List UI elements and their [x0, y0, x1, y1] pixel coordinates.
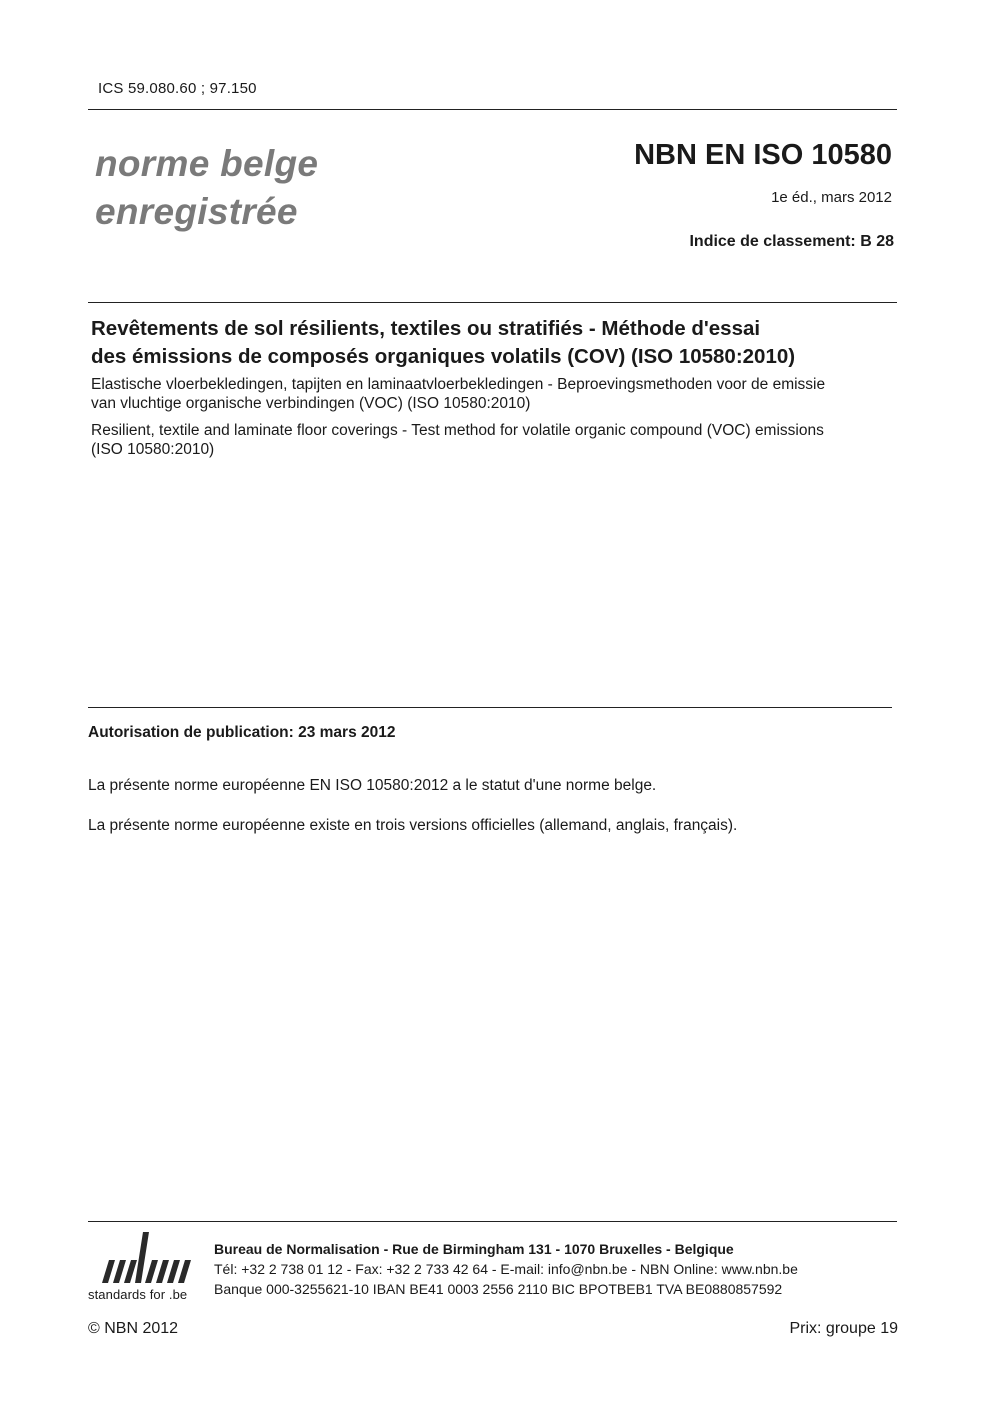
- title-french: [91, 315, 901, 371]
- title-dutch: [91, 375, 901, 413]
- brand-title: [95, 140, 318, 236]
- footer-bank-details: Banque 000-3255621-10 IBAN BE41 0003 2556 2110 BIC BPOTBEB1 TVA BE0880857592: [214, 1281, 783, 1297]
- classification-index: Indice de classement: B 28: [689, 233, 894, 250]
- title-dutch-line-1: Elastische vloerbekledingen, tapijten en laminaatvloerbekledingen - Beproevingsmethoden voor de emissie: [91, 376, 826, 393]
- copyright: © NBN 2012: [88, 1320, 179, 1337]
- brand-line-1: norme belge: [95, 143, 319, 184]
- standard-number: NBN EN ISO 10580: [634, 139, 892, 171]
- publication-authorization: Autorisation de publication: 23 mars 2012: [88, 724, 396, 741]
- status-paragraph: La présente norme européenne EN ISO 10580:2012 a le statut d'une norme belge.: [88, 777, 657, 794]
- ics-code: ICS 59.080.60 ; 97.150: [98, 80, 257, 97]
- title-rule-bottom: [88, 707, 892, 708]
- footer-address: Bureau de Normalisation - Rue de Birmingham 131 - 1070 Bruxelles - Belgique: [214, 1241, 734, 1257]
- header-rule: [88, 109, 897, 110]
- price-group: Prix: groupe 19: [789, 1320, 898, 1337]
- title-english: [91, 421, 901, 459]
- title-french-line-2: des émissions de composés organiques volatils (COV) (ISO 10580:2010): [91, 345, 796, 368]
- logo-tagline: standards for .be: [88, 1287, 188, 1302]
- title-french-line-1: Revêtements de sol résilients, textiles ou stratifiés - Méthode d'essai: [91, 317, 761, 340]
- footer-contact: Tél: +32 2 738 01 12 - Fax: +32 2 733 42 64 - E-mail: info@nbn.be - NBN Online: www.nbn.be: [214, 1261, 798, 1277]
- footer-rule: [88, 1221, 897, 1222]
- title-rule-top: [88, 302, 897, 303]
- title-english-line-2: (ISO 10580:2010): [91, 441, 215, 458]
- edition-date: 1e éd., mars 2012: [771, 189, 892, 206]
- title-dutch-line-2: van vluchtige organische verbindingen (VOC) (ISO 10580:2010): [91, 395, 531, 412]
- versions-paragraph: La présente norme européenne existe en trois versions officielles (allemand, anglais, français).: [88, 817, 738, 834]
- title-english-line-1: Resilient, textile and laminate floor coverings - Test method for volatile organic compound (VOC) emissions: [91, 422, 824, 439]
- brand-line-2: enregistrée: [95, 191, 298, 232]
